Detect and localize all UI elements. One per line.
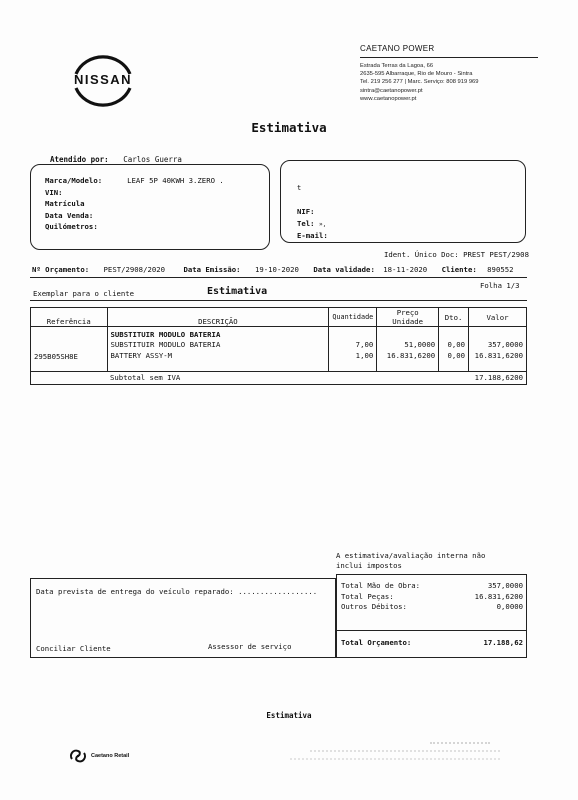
attended-value: Carlos Guerra	[123, 155, 182, 164]
tel-value: »,	[318, 220, 327, 228]
client-signature-label: Conciliar Cliente	[36, 644, 111, 653]
brand-value: LEAF 5P 40KWH 3.ZERO .	[127, 176, 224, 185]
orc-label: Nº Orçamento:	[32, 265, 90, 274]
row-desc: SUBSTITUIR MODULO BATERIA	[107, 339, 329, 350]
sale-date-label: Data Venda:	[45, 210, 94, 220]
vin-label: VIN:	[45, 187, 63, 197]
col-ref: Referência	[31, 308, 108, 327]
row-disc: 0,00	[439, 350, 469, 361]
dealer-line: sintra@caetanopower.pt	[360, 87, 423, 94]
val-label: Data validade:	[313, 265, 375, 274]
retail-name: Caetano Retail	[91, 753, 130, 759]
labor-value: 357,0000	[487, 581, 523, 590]
dealer-info	[360, 44, 540, 103]
brand-label: Marca/Modelo:	[45, 176, 103, 185]
section-divider	[30, 300, 527, 301]
row-value: 357,0000	[469, 339, 527, 350]
col-qty: Quantidade	[329, 308, 377, 327]
labor-label: Total Mão de Obra:	[341, 581, 421, 590]
total-value: 17.188,62	[483, 638, 523, 647]
items-table-wrap	[30, 307, 527, 385]
table-row	[31, 350, 527, 361]
subtotal-value: 17.188,6200	[469, 371, 527, 384]
plate-label: Matrícula	[45, 199, 85, 208]
row-disc: 0,00	[439, 339, 469, 350]
row-ref: 295B05SH8E	[31, 350, 108, 361]
row-qty: 7,00	[329, 339, 377, 350]
row-price: 16.831,6200	[377, 350, 439, 361]
cli-value: 890552	[487, 265, 514, 274]
sheet-number: Folha 1/3	[480, 281, 520, 290]
nissan-logo	[62, 48, 144, 112]
other-value: 0,0000	[496, 602, 523, 611]
row-qty: 1,00	[329, 350, 377, 361]
cli-label: Cliente:	[441, 265, 477, 274]
row-value: 16.831,6200	[469, 350, 527, 361]
totals	[341, 581, 523, 613]
caetano-retail-logo	[68, 747, 129, 765]
totals-divider	[336, 630, 527, 631]
row-ref	[31, 339, 108, 350]
table-row	[31, 327, 527, 340]
orc-value: PEST/2908/2020	[103, 265, 166, 274]
em-label: Data Emissão:	[183, 265, 241, 274]
total-label: Total Orçamento:	[341, 638, 412, 647]
parts-value: 16.831,6200	[474, 591, 523, 601]
attended-label: Atendido por:	[50, 155, 109, 164]
table-row	[31, 339, 527, 350]
section-title: Estimativa	[207, 286, 268, 297]
email-label: E-mail:	[297, 231, 328, 240]
km-label: Quilómetros:	[45, 222, 98, 231]
copy-label: Exemplar para o cliente	[33, 289, 135, 298]
col-value: Valor	[469, 308, 527, 327]
dealer-line: Estrada Terras da Lagoa, 66	[360, 63, 434, 69]
meta-divider	[30, 277, 527, 278]
tax-note: A estimativa/avaliação interna não inclui impostos	[336, 551, 486, 570]
nissan-wordmark: NISSAN	[73, 72, 133, 87]
col-disc: Dto.	[439, 308, 469, 327]
group-title: SUBSTITUIR MODULO BATERIA	[107, 327, 329, 340]
col-desc: DESCRIÇÃO	[107, 308, 329, 327]
items-table	[30, 307, 527, 385]
client-mark: t	[297, 184, 302, 192]
nif-label: NIF:	[297, 207, 315, 216]
dealer-line: Tel. 219 256 277 | Marc. Serviço: 808 919 969	[360, 79, 479, 86]
delivery-text: Data prevista de entrega do veículo reparado: ..................	[36, 587, 318, 596]
other-label: Outros Débitos:	[341, 602, 407, 611]
col-price: Preço Unidade	[377, 308, 439, 327]
em-value: 19-10-2020	[254, 265, 299, 274]
ident-doc: Ident. Único Doc: PREST PEST/2908	[384, 250, 529, 259]
dealer-line: 2635-595 Albarraque, Rio de Mouro - Sintra	[360, 71, 473, 78]
grand-total	[341, 638, 523, 647]
meta-line	[32, 265, 514, 274]
tel-label: Tel:	[297, 218, 315, 228]
row-price: 51,0000	[377, 339, 439, 350]
parts-label: Total Peças:	[341, 591, 394, 601]
caetano-retail-icon	[68, 747, 88, 765]
row-desc: BATTERY ASSY-M	[107, 350, 329, 361]
val-value: 18-11-2020	[383, 265, 428, 274]
subtotal-row	[31, 371, 527, 384]
document-title: Estimativa	[251, 120, 327, 135]
dealer-name: CAETANO POWER	[360, 44, 435, 53]
dealer-line: www.caetanopower.pt	[360, 95, 417, 102]
faded-footer-text	[300, 742, 500, 766]
subtotal-label: Subtotal sem IVA	[110, 373, 181, 382]
advisor-signature-label: Assessor de serviço	[208, 642, 292, 651]
bottom-title: Estimativa	[266, 711, 312, 720]
